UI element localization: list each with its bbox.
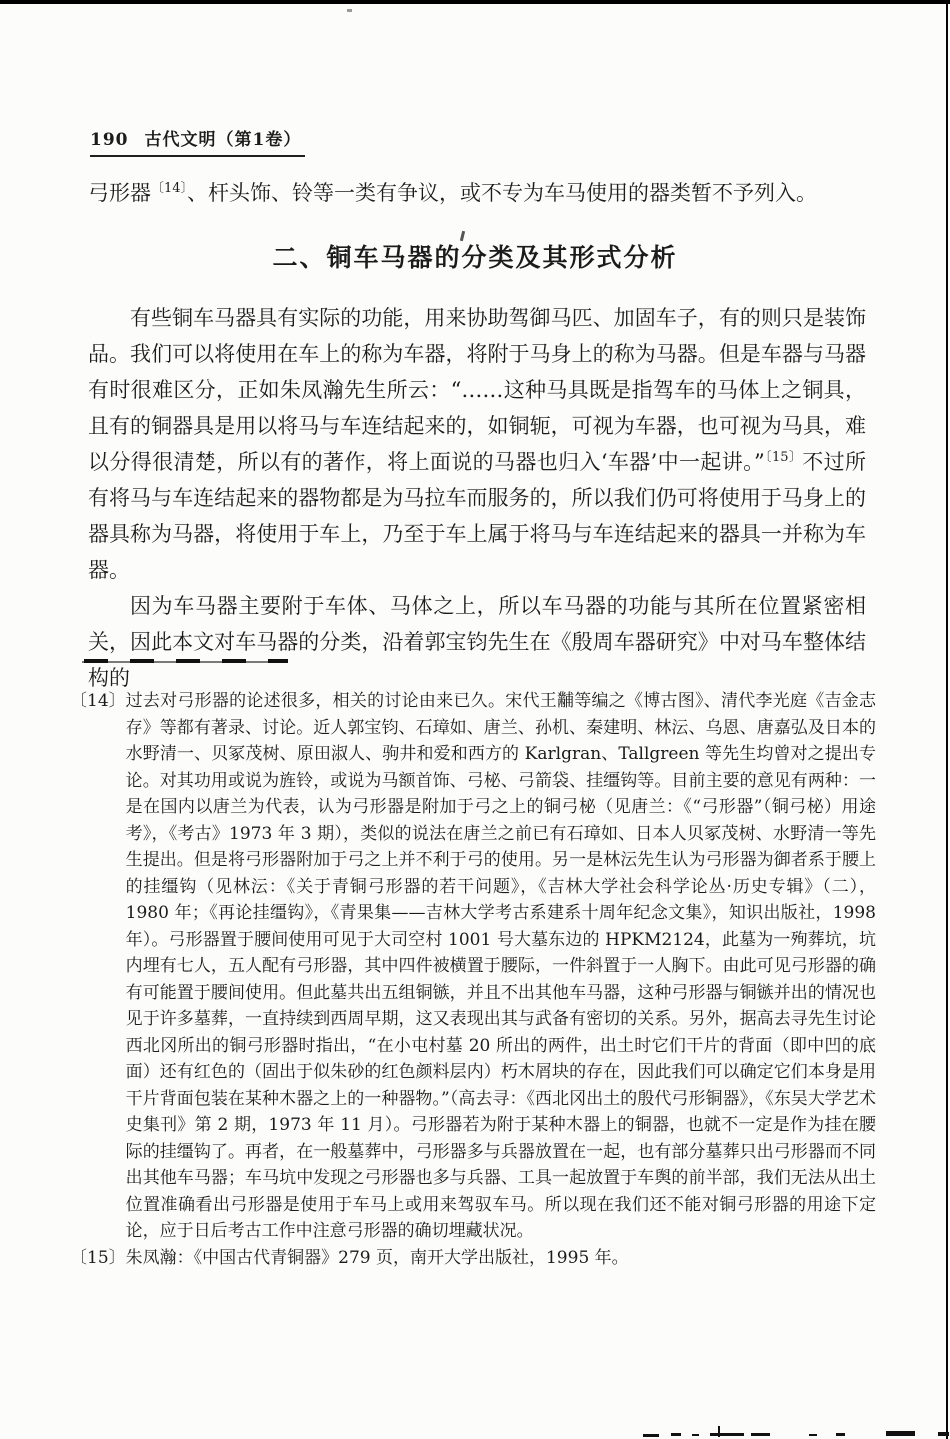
scan-artifact-bottom-mark bbox=[710, 1433, 744, 1436]
intro-text-after-ref: 、杆头饰、铃等一类有争议，或不专为车马使用的器类暂不予列入。 bbox=[187, 181, 818, 205]
book-title: 古代文明（第1卷） bbox=[144, 130, 302, 150]
intro-line bbox=[88, 176, 866, 210]
scan-artifact-top-edge bbox=[0, 0, 950, 4]
scan-artifact-bottom-mark bbox=[938, 1432, 949, 1436]
scan-artifact-speck bbox=[347, 9, 352, 12]
scan-artifact-bottom-mark bbox=[692, 1434, 699, 1436]
scan-artifact-bottom-mark bbox=[643, 1434, 659, 1437]
body-paragraph-1 bbox=[88, 300, 866, 588]
scan-artifact-bottom-mark bbox=[671, 1433, 681, 1436]
intro-text-before-ref: 弓形器 bbox=[88, 181, 151, 205]
footnote-ref-15: 〔15〕 bbox=[764, 450, 803, 465]
footnote-15-label: 〔15〕 bbox=[70, 1247, 126, 1268]
scan-artifact-bottom-mark bbox=[751, 1433, 770, 1436]
footnote-14-label: 〔14〕 bbox=[70, 691, 126, 711]
footnote-14-text: 过去对弓形器的论述很多，相关的讨论由来已久。宋代王黼等编之《博古图》、清代李光庭《吉金志存》等都有著录、讨论。近人郭宝钧、石璋如、唐兰、孙机、秦建明、林沄、乌恩、唐嘉弘及日本的水野清一、贝冢茂树、原田淑人、驹井和爱和西方的 Karlgran、Tallgreen 等先生均曾对之提出专论。对其功用或说为旌铃，或说为马额首饰、弓柲、弓箭袋、挂缰钩等。目前主要的意见有两种：一是在国内以唐兰为代表，认为弓形器是附加于弓之上的铜弓柲（见唐兰：《“弓形器”（铜弓柲）用途考》，《考古》1973 年 3 期），类似的说法在唐兰之前已有石璋如、日本人贝冢茂树、水野清一等先生提出。但是将弓形器附加于弓之上并不利于弓的使用。另一是林沄先生认为弓形器为御者系于腰上的挂缰钩（见林沄：《关于青铜弓形器的若干问题》，《吉林大学社会科学论丛·历史专辑》（二），1980 年；《再论挂缰钩》，《青果集——吉林大学考古系建系十周年纪念文集》，知识出版社，1998 年）。弓形器置于腰间使用可见于大司空村 1001 号大墓东边的 HPKM2124，此墓为一殉葬坑，坑内埋有七人，五人配有弓形器，其中四件被横置于腰际，一件斜置于一人胸下。由此可见弓形器的确有可能置于腰间使用。但此墓共出五组铜镞，并且不出其他车马器，这种弓形器与铜镞并出的情况也见于许多墓葬，一直持续到西周早期，这又表现出其与武备有密切的关系。另外，据高去寻先生讨论西北冈所出的铜弓形器时指出，“在小屯村墓 20 所出的两件，出土时它们干片的背面（即中凹的底面）还有红色的（固出于似朱砂的红色颜料层内）朽木屑块的存在，因此我们可以确定它们本身是用干片背面包装在某种木器之上的一种器物。”（高去寻：《西北冈出土的殷代弓形铜器》，《东吴大学艺术史集刊》第 2 期，1973 年 11 月）。弓形器若为附于某种木器上的铜器，也就不一定是作为挂在腰际的挂缰钩了。再者，在一般墓葬中，弓形器多与兵器放置在一起，也有部分墓葬只出弓形器而不同出其他车马器；车马坑中发现之弓形器也多与兵器、工具一起放置于车舆的前半部，我们无法从出土位置准确看出弓形器是使用于车马上或用来驾驭车马。所以现在我们还不能对铜弓形器的用途下定论，应于日后考古工作中注意弓形器的确切埋藏状况。 bbox=[125, 691, 876, 1241]
page-number: 190 bbox=[90, 130, 129, 150]
scan-artifact-bottom-mark bbox=[809, 1434, 817, 1436]
footnote-15-text: 朱凤瀚：《中国古代青铜器》279 页，南开大学出版社，1995 年。 bbox=[125, 1247, 629, 1268]
body-paragraph-2: 因为车马器主要附于车体、马体之上，所以车马器的功能与其所在位置紧密相关，因此本文对车马器的分类，沿着郭宝钧先生在《殷周车器研究》中对马车整体结构的 bbox=[88, 594, 866, 690]
paragraph-1-text-before-ref: 有些铜车马器具有实际的功能，用来协助驾御马匹、加固车子，有的则只是装饰品。我们可以将使用在车上的称为车器，将附于马身上的称为马器。但是车器与马器有时很难区分，正如朱凤瀚先生所云：“……这种马具既是指驾车的马体上之铜具，且有的铜器具是用以将马与车连结起来的，如铜轭，可视为车器，也可视为马具，难以分得很清楚，所以有的著作，将上面说的马器也归入‘车器’中一起讲。” bbox=[88, 306, 866, 474]
footnote-separator-rule bbox=[82, 661, 286, 663]
scan-artifact-bottom-mark bbox=[886, 1431, 915, 1436]
running-head bbox=[90, 125, 305, 157]
scan-artifact-right-edge bbox=[946, 0, 948, 1439]
section-title: 二、铜车马器的分类及其形式分析 bbox=[272, 243, 678, 272]
footnotes-block bbox=[70, 688, 876, 1271]
footnote-14 bbox=[70, 688, 876, 1245]
scan-artifact-bottom-mark bbox=[718, 1426, 720, 1437]
footnote-ref-14: 〔14〕 bbox=[151, 181, 188, 196]
paragraph-1-text-after-ref: 不过所有将马与车连结起来的器物都是为马拉车而服务的，所以我们仍可将使用于马身上的器具称为马器，将使用于车上，乃至于车上属于将马与车连结起来的器具一并称为车器。 bbox=[88, 450, 866, 582]
scan-artifact-bottom-mark bbox=[836, 1433, 845, 1436]
footnote-15 bbox=[70, 1245, 876, 1272]
